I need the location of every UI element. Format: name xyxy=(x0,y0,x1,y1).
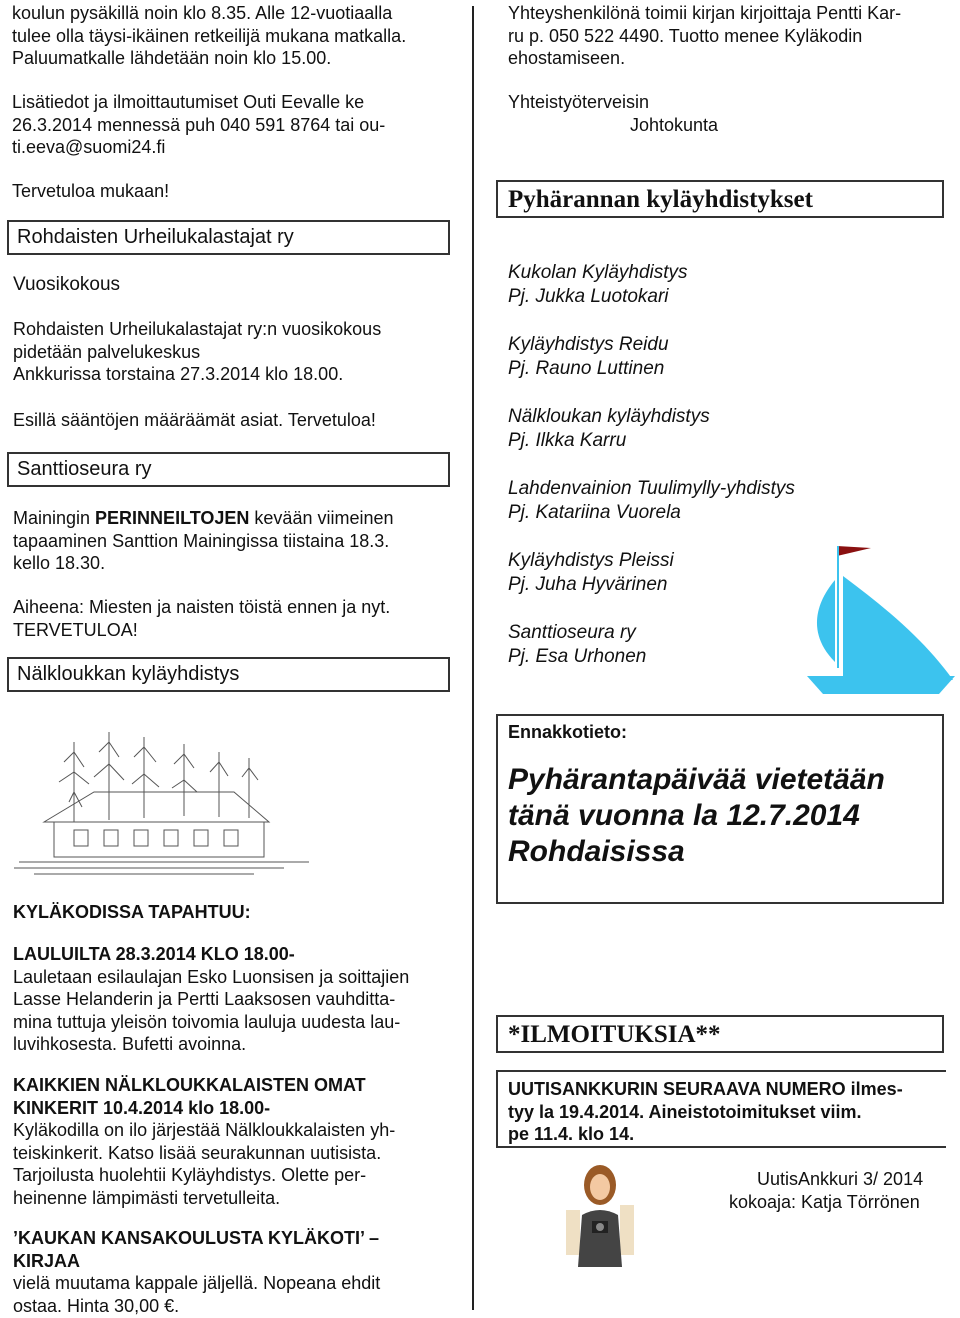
santti-body xyxy=(13,507,468,575)
urheilu-line: pidetään palvelukeskus xyxy=(13,341,201,362)
uutis-line: pe 11.4. klo 14. xyxy=(508,1124,635,1144)
intro-line: koulun pysäkillä noin klo 8.35. Alle 12-vuotiaalla xyxy=(12,3,393,23)
footer-issue: UutisAnkkuri 3/ 2014 xyxy=(757,1169,924,1189)
kirja-heading: ’KAUKAN KANSAKOULUSTA KYLÄKOTI’ – xyxy=(13,1228,380,1248)
association-chair: Pj. Juha Hyvärinen xyxy=(508,574,668,595)
association-item xyxy=(508,405,928,453)
association-chair: Pj. Rauno Luttinen xyxy=(508,358,665,379)
reporter-icon xyxy=(560,1155,640,1275)
association-name: Nälkloukan kyläyhdistys xyxy=(508,406,710,427)
lauluilta-section xyxy=(13,943,468,1056)
santti-welcome: TERVETULOA! xyxy=(13,619,138,640)
greeting: Yhteistyöterveisin xyxy=(508,92,650,112)
association-name: Santtioseura ry xyxy=(508,622,636,643)
ilmoituksia-title-box xyxy=(496,1015,944,1053)
footer-editor: kokoaja: Katja Törrönen xyxy=(729,1192,920,1212)
association-chair: Pj. Jukka Luotokari xyxy=(508,286,669,307)
lauluilta-line: Lasse Helanderin ja Pertti Laaksosen vauhditta- xyxy=(13,989,396,1009)
kinkerit-line: Tarjoilusta huolehtii Kyläyhdistys. Olette per- xyxy=(13,1165,367,1185)
kinkerit-line: heinenne lämpimästi tervetulleita. xyxy=(13,1187,281,1208)
kinkerit-line: teiskinkerit. Katso lisää seurakunnan uutisista. xyxy=(13,1142,382,1163)
santti-line xyxy=(13,507,468,530)
kirja-section xyxy=(13,1227,468,1317)
uutis-text xyxy=(508,1078,938,1146)
association-name: Kukolan Kyläyhdistys xyxy=(508,262,688,283)
kylakoti-heading: KYLÄKODISSA TAPAHTUU: xyxy=(13,902,251,922)
kinkerit-heading: KINKERIT 10.4.2014 klo 18.00- xyxy=(13,1097,271,1118)
kirja-line: ostaa. Hinta 30,00 €. xyxy=(13,1295,180,1316)
uutis-line: UUTISANKKURIN SEURAAVA NUMERO ilmes- xyxy=(508,1079,903,1099)
ennakko-label: Ennakkotieto: xyxy=(508,722,628,742)
urheilu-closing: Esillä sääntöjen määräämät asiat. Tervetuloa! xyxy=(13,410,376,430)
ennakko-text xyxy=(508,762,885,870)
urheilu-line: Ankkurissa torstaina 27.3.2014 klo 18.00. xyxy=(13,364,344,384)
association-item xyxy=(508,261,928,309)
nalk-title: Nälkloukkan kyläyhdistys xyxy=(17,663,240,685)
santti-title: Santtioseura ry xyxy=(17,458,152,480)
santti-line1-post: kevään viimeinen xyxy=(249,508,394,528)
association-name: Kyläyhdistys Pleissi xyxy=(508,550,674,571)
santti-line: kello 18.30. xyxy=(13,553,106,573)
santti-line1-pre: Mainingin xyxy=(13,508,96,528)
contact-text xyxy=(508,2,953,70)
signature: Johtokunta xyxy=(630,115,719,135)
kirja-line: vielä muutama kappale jäljellä. Nopeana ehdit xyxy=(13,1273,381,1293)
association-name: Kyläyhdistys Reidu xyxy=(508,334,669,355)
association-name: Lahdenvainion Tuulimylly-yhdistys xyxy=(508,478,795,499)
lauluilta-line: luvihkosesta. Bufetti avoinna. xyxy=(13,1034,247,1054)
intro-text xyxy=(12,2,467,70)
association-chair: Pj. Ilkka Karru xyxy=(508,430,627,451)
santti-title-box xyxy=(7,452,450,487)
info-line: 26.3.2014 mennessä puh 040 591 8764 tai ou- xyxy=(12,114,386,135)
ennakko-line: Pyhärantapäivää vietetään xyxy=(508,763,885,796)
lauluilta-line: Lauletaan esilaulajan Esko Luonsisen ja soittajien xyxy=(13,966,410,987)
association-item xyxy=(508,477,928,525)
info-line: ti.eeva@suomi24.fi xyxy=(12,137,166,157)
uutis-box xyxy=(496,1070,946,1148)
santti-line: tapaaminen Santtion Mainingissa tiistaina 18.3. xyxy=(13,530,390,551)
ilmoituksia-title: *ILMOITUKSIA** xyxy=(508,1021,721,1048)
contact-line: ehostamiseen. xyxy=(508,48,626,68)
kinkerit-heading: KAIKKIEN NÄLKLOUKKALAISTEN OMAT xyxy=(13,1075,366,1095)
info-text xyxy=(12,91,467,159)
urheilu-title-box xyxy=(7,220,450,255)
urheilu-body xyxy=(13,318,468,386)
kinkerit-line: Kyläkodilla on ilo järjestää Nälkloukkalaisten yh- xyxy=(13,1120,396,1140)
urheilu-title: Rohdaisten Urheilukalastajat ry xyxy=(17,226,294,248)
nalk-title-box xyxy=(7,657,450,692)
santti-footer xyxy=(13,596,468,641)
lauluilta-line: mina tuttuja yleisön toivomia lauluja uudesta lau- xyxy=(13,1011,401,1032)
welcome-text: Tervetuloa mukaan! xyxy=(12,181,170,201)
lauluilta-heading: LAULUILTA 28.3.2014 KLO 18.00- xyxy=(13,944,295,964)
santti-topic: Aiheena: Miesten ja naisten töistä ennen ja nyt. xyxy=(13,597,391,617)
association-chair: Pj. Katariina Vuorela xyxy=(508,502,681,523)
kirja-heading: KIRJAA xyxy=(13,1250,81,1271)
urheilu-subtitle: Vuosikokous xyxy=(13,274,121,295)
sailboat-icon xyxy=(805,538,957,698)
ennakko-line: Rohdaisissa xyxy=(508,835,685,868)
association-item xyxy=(508,333,928,381)
info-line: Lisätiedot ja ilmoittautumiset Outi Eevalle ke xyxy=(12,92,365,112)
village-house-sketch xyxy=(14,722,312,876)
intro-line: tulee olla täysi-ikäinen retkeilijä mukana matkalla. xyxy=(12,25,407,46)
intro-line: Paluumatkalle lähdetään noin klo 15.00. xyxy=(12,48,332,68)
kinkerit-section xyxy=(13,1074,468,1209)
contact-line: Yhteyshenkilönä toimii kirjan kirjoittaja Pentti Kar- xyxy=(508,3,902,23)
urheilu-line: Rohdaisten Urheilukalastajat ry:n vuosikokous xyxy=(13,319,382,339)
uutis-line: tyy la 19.4.2014. Aineistotoimitukset viim. xyxy=(508,1101,862,1122)
ennakko-box xyxy=(496,714,944,904)
contact-line: ru p. 050 522 4490. Tuotto menee Kyläkodin xyxy=(508,25,863,46)
associations-title-box xyxy=(496,180,944,218)
santti-line1-bold: PERINNEILTOJEN xyxy=(95,508,250,528)
ennakko-line: tänä vuonna la 12.7.2014 xyxy=(508,799,860,832)
association-chair: Pj. Esa Urhonen xyxy=(508,646,647,667)
associations-title: Pyhärannan kyläyhdistykset xyxy=(508,186,813,213)
column-divider xyxy=(472,6,474,1310)
